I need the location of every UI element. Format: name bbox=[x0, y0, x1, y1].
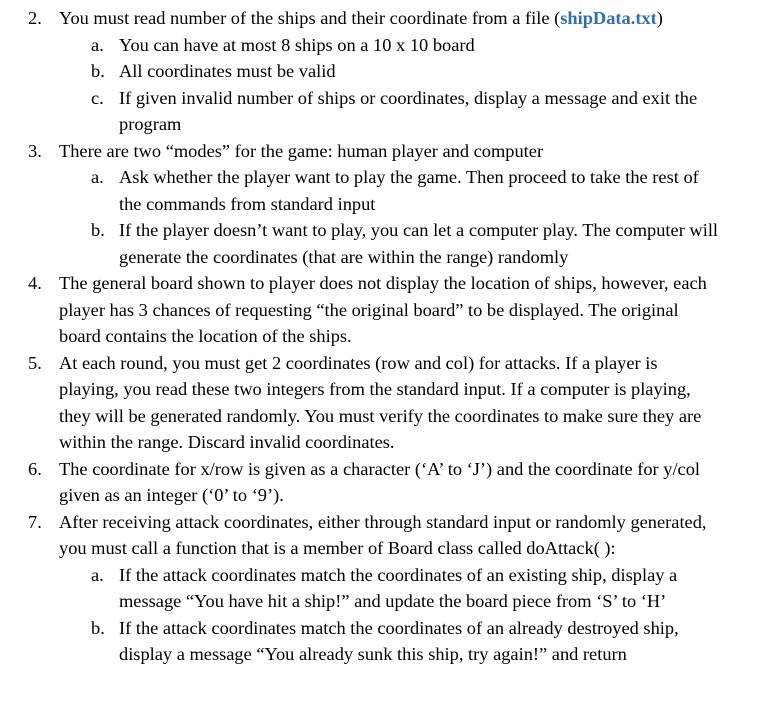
list-item-6 bbox=[0, 456, 780, 483]
sub-letter: b. bbox=[91, 220, 105, 240]
list-item-text: There are two “modes” for the game: human player and computer bbox=[59, 140, 544, 161]
list-number: 4. bbox=[28, 273, 42, 293]
list-item-text: you must call a function that is a member of Board class called doAttack( ): bbox=[59, 538, 616, 558]
list-item-2 bbox=[0, 5, 780, 32]
list-item-text: playing, you read these two integers from the standard input. If a computer is playing, bbox=[59, 379, 691, 399]
sub-item-3a bbox=[0, 164, 780, 191]
list-item-7 bbox=[0, 509, 780, 536]
list-item-text bbox=[59, 5, 663, 32]
text-run: You must read number of the ships and their coordinate from a file ( bbox=[59, 8, 561, 28]
list-item-text: At each round, you must get 2 coordinates (row and col) for attacks. If a player is bbox=[59, 352, 658, 373]
list-item-5 bbox=[0, 350, 780, 377]
list-item-6-cont bbox=[0, 482, 780, 509]
sub-item-7b bbox=[0, 615, 780, 642]
list-item-text: After receiving attack coordinates, either through standard input or randomly generated, bbox=[59, 511, 707, 532]
list-number: 7. bbox=[28, 511, 42, 532]
list-item-4-cont bbox=[0, 297, 780, 324]
sub-item-2c bbox=[0, 85, 780, 112]
sub-item-7b-cont bbox=[0, 641, 780, 668]
sub-item-7a bbox=[0, 562, 780, 589]
list-item-4-cont bbox=[0, 323, 780, 350]
sub-item-text: Ask whether the player want to play the game. Then proceed to take the rest of bbox=[119, 167, 699, 187]
list-item-text: board contains the location of the ships. bbox=[59, 326, 352, 346]
sub-item-text: If the attack coordinates match the coordinates of an already destroyed ship, bbox=[119, 617, 679, 638]
list-item-text: The general board shown to player does not display the location of ships, however, each bbox=[59, 273, 707, 293]
list-number: 2. bbox=[28, 8, 42, 28]
sub-item-text: program bbox=[119, 114, 182, 134]
sub-letter: b. bbox=[91, 617, 105, 638]
sub-item-2c-cont bbox=[0, 111, 780, 138]
sub-item-text: If the attack coordinates match the coordinates of an existing ship, display a bbox=[119, 564, 678, 585]
list-item-4 bbox=[0, 270, 780, 297]
document-body bbox=[0, 5, 780, 668]
sub-letter: a. bbox=[91, 167, 104, 187]
list-item-text: given as an integer (‘0’ to ‘9’). bbox=[59, 485, 284, 505]
sub-item-2b bbox=[0, 58, 780, 85]
sub-item-text: You can have at most 8 ships on a 10 x 10 board bbox=[119, 34, 475, 55]
list-item-5-cont bbox=[0, 376, 780, 403]
sub-item-text: If the player doesn’t want to play, you can let a computer play. The computer will bbox=[119, 220, 719, 240]
list-number: 5. bbox=[28, 352, 42, 373]
sub-letter: a. bbox=[91, 564, 104, 585]
sub-item-text: generate the coordinates (that are within the range) randomly bbox=[119, 246, 569, 267]
list-item-5-cont bbox=[0, 429, 780, 456]
list-item-7-cont bbox=[0, 535, 780, 562]
sub-item-text: display a message “You already sunk this ship, try again!” and return bbox=[119, 644, 627, 664]
sub-item-3b bbox=[0, 217, 780, 244]
sub-item-text: All coordinates must be valid bbox=[119, 61, 336, 81]
sub-letter: c. bbox=[91, 87, 104, 108]
list-item-text: The coordinate for x/row is given as a character (‘A’ to ‘J’) and the coordinate for y/col bbox=[59, 458, 701, 479]
list-item-text: they will be generated randomly. You must verify the coordinates to make sure they are bbox=[59, 405, 702, 426]
list-item-text: within the range. Discard invalid coordinates. bbox=[59, 432, 395, 452]
list-item-5-cont bbox=[0, 403, 780, 430]
sub-item-text: If given invalid number of ships or coordinates, display a message and exit the bbox=[119, 87, 698, 108]
text-run: ) bbox=[656, 8, 663, 28]
sub-item-3b-cont bbox=[0, 244, 780, 271]
list-item-3 bbox=[0, 138, 780, 165]
sub-item-2a bbox=[0, 32, 780, 59]
sub-item-7a-cont bbox=[0, 588, 780, 615]
list-number: 3. bbox=[28, 140, 42, 161]
sub-letter: a. bbox=[91, 34, 104, 55]
sub-item-text: the commands from standard input bbox=[119, 193, 376, 214]
sub-letter: b. bbox=[91, 61, 105, 81]
file-name-link: shipData.txt bbox=[560, 8, 657, 28]
list-item-text: player has 3 chances of requesting “the original board” to be displayed. The original bbox=[59, 299, 679, 320]
sub-item-3a-cont bbox=[0, 191, 780, 218]
sub-item-text: message “You have hit a ship!” and update the board piece from ‘S’ to ‘H’ bbox=[119, 591, 667, 611]
list-number: 6. bbox=[28, 458, 42, 479]
